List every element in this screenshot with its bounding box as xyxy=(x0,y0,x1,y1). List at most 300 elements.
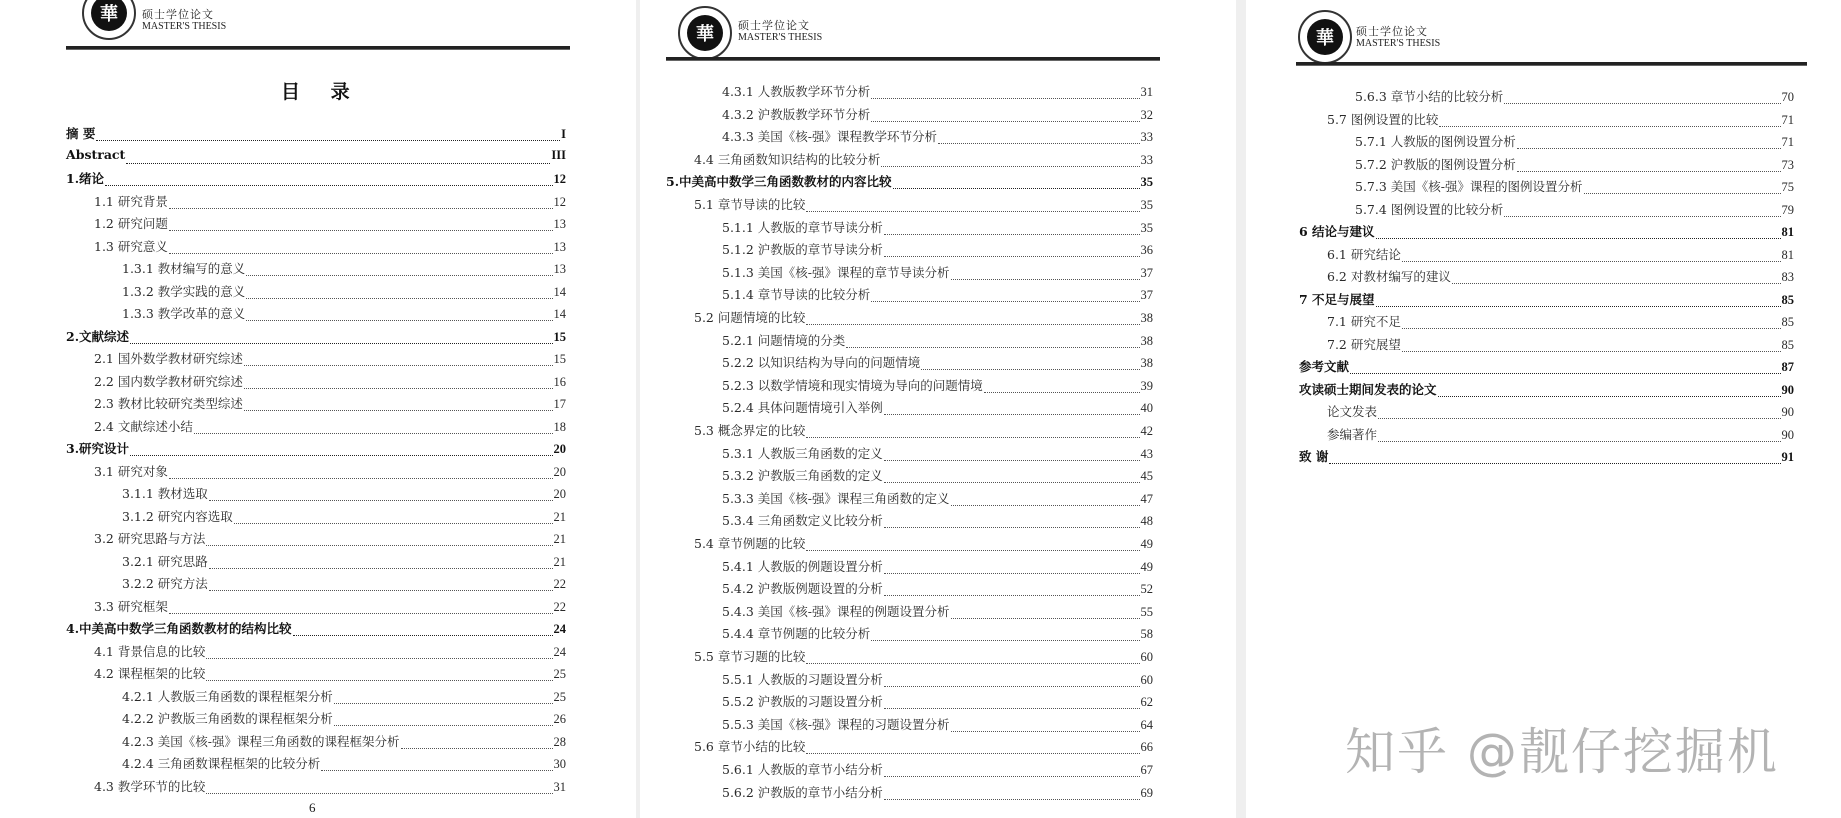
toc-entry[interactable] xyxy=(66,304,566,326)
toc-entry-page: 25 xyxy=(553,689,566,704)
toc-entry-label: 3.1 研究对象 xyxy=(94,463,168,479)
dot-leader xyxy=(244,388,553,389)
dot-leader xyxy=(234,523,553,524)
toc-entry-label: 4.2.1 人教版三角函数的课程框架分析 xyxy=(122,688,333,704)
toc-entry-label: 1.绪论 xyxy=(66,171,105,186)
toc-entry-label: 5.中美高中数学三角函数教材的内容比较 xyxy=(666,174,892,190)
dot-leader xyxy=(921,369,1139,370)
toc-entry-page: 85 xyxy=(1781,315,1794,329)
page-divider xyxy=(1236,0,1246,818)
toc-entry[interactable] xyxy=(1299,425,1794,447)
dot-leader xyxy=(1402,328,1781,329)
toc-entry-label: 5.3.1 人教版三角函数的定义 xyxy=(722,445,883,461)
dot-leader xyxy=(206,545,552,546)
toc-entry[interactable] xyxy=(66,732,566,754)
toc-entry-page: 13 xyxy=(553,217,566,231)
toc-entry[interactable] xyxy=(666,715,1153,737)
toc-entry[interactable] xyxy=(666,331,1153,353)
toc-entry[interactable] xyxy=(666,489,1153,511)
toc-entry-label: 5.4.3 美国《核-强》课程的例题设置分析 xyxy=(722,603,950,619)
toc-entry-page: 87 xyxy=(1781,360,1794,374)
toc-entry-label: 5.4 章节例题的比较 xyxy=(694,536,806,551)
dot-leader xyxy=(209,590,553,591)
toc-entry-page: 33 xyxy=(1140,130,1153,145)
toc-entry-page: 21 xyxy=(553,532,566,546)
toc-entry-page: 43 xyxy=(1140,446,1153,461)
toc-entry-page: 31 xyxy=(1140,85,1153,99)
toc-entry-label: 5.4.1 人教版的例题设置分析 xyxy=(722,558,883,574)
document-page-3 xyxy=(1246,0,1841,818)
toc-entry[interactable] xyxy=(66,664,566,686)
dot-leader xyxy=(871,301,1139,302)
toc-entry[interactable] xyxy=(666,398,1153,420)
toc-entry-label: 2.2 国内数学教材研究综述 xyxy=(94,373,243,389)
toc-entry[interactable] xyxy=(666,195,1153,217)
dot-leader xyxy=(1402,351,1781,352)
toc-entry-page: 58 xyxy=(1140,627,1153,642)
dot-leader xyxy=(871,98,1139,99)
toc-entry[interactable] xyxy=(66,169,566,191)
dot-leader xyxy=(871,640,1139,641)
dot-leader xyxy=(169,613,553,614)
dot-leader xyxy=(1376,238,1781,239)
toc-entry-label: 2.4 文献综述小结 xyxy=(94,418,193,434)
dot-leader xyxy=(334,703,553,704)
toc-entry[interactable] xyxy=(666,172,1153,194)
toc-entry[interactable] xyxy=(666,602,1153,624)
toc-entry-label: 5.1.4 章节导读的比较分析 xyxy=(722,287,871,303)
dot-leader xyxy=(246,275,552,276)
toc-entry-label: 3.研究设计 xyxy=(66,441,130,456)
toc-entry-page: 36 xyxy=(1140,243,1153,258)
toc-entry-page: 21 xyxy=(553,509,566,524)
toc-entry[interactable] xyxy=(1299,245,1794,267)
toc-entry[interactable] xyxy=(66,619,566,641)
toc-entry[interactable] xyxy=(66,777,566,799)
toc-entry-label: 攻读硕士期间发表的论文 xyxy=(1299,381,1437,397)
toc-entry[interactable] xyxy=(66,709,566,731)
toc-entry-label: 3.1.2 研究内容选取 xyxy=(122,508,233,524)
toc-entry-label: 2.3 教材比较研究类型综述 xyxy=(94,396,243,411)
toc-entry-page: 20 xyxy=(553,487,566,501)
toc-entry-label: 1.2 研究问题 xyxy=(94,216,168,231)
logo-glyph: 華 xyxy=(91,0,127,31)
toc-entry[interactable] xyxy=(666,218,1153,240)
toc-entry-label: 5.2.3 以数学情境和现实情境为导向的问题情境 xyxy=(722,377,983,393)
toc-entry[interactable] xyxy=(66,462,566,484)
toc-entry[interactable] xyxy=(66,282,566,304)
dot-leader xyxy=(1378,441,1780,442)
dot-leader xyxy=(846,347,1139,348)
dot-leader xyxy=(884,460,1140,461)
toc-entry-label: 5.4.2 沪教版例题设置的分析 xyxy=(722,581,883,597)
toc-entry-page: 24 xyxy=(553,644,566,659)
dot-leader xyxy=(806,211,1139,212)
toc-entry-page: 79 xyxy=(1781,202,1794,217)
toc-entry[interactable] xyxy=(1299,290,1794,312)
toc-entry[interactable] xyxy=(66,529,566,551)
toc-entry[interactable] xyxy=(66,484,566,506)
toc-entry-page: 90 xyxy=(1781,405,1794,419)
toc-entry-page: 16 xyxy=(553,374,566,389)
toc-entry-label: 4.3.3 美国《核-强》课程教学环节分析 xyxy=(722,129,938,145)
toc-entry[interactable] xyxy=(666,421,1153,443)
toc-entry-label: 5.7.4 图例设置的比较分析 xyxy=(1355,201,1504,217)
toc-entry-page: 75 xyxy=(1781,180,1794,194)
toc-entry-label: 7.1 研究不足 xyxy=(1327,314,1401,329)
dot-leader xyxy=(246,298,552,299)
toc-entry-label: 5.2 问题情境的比较 xyxy=(694,310,806,325)
toc-entry[interactable] xyxy=(66,439,566,461)
toc-entry-label: 2.1 国外数学教材研究综述 xyxy=(94,351,243,366)
toc-entry[interactable] xyxy=(66,349,566,371)
toc-entry-page: 67 xyxy=(1140,763,1153,777)
toc-entry-label: 1.3 研究意义 xyxy=(94,238,168,254)
toc-entry-page: 13 xyxy=(553,239,566,254)
dot-leader xyxy=(1439,126,1780,127)
toc-entry-label: 4.3 教学环节的比较 xyxy=(94,778,206,794)
dot-leader xyxy=(293,635,553,636)
toc-entry-page: 83 xyxy=(1781,270,1794,284)
dot-leader xyxy=(884,573,1140,574)
dot-leader xyxy=(401,748,553,749)
toc-entry[interactable] xyxy=(1299,87,1794,109)
toc-entry[interactable] xyxy=(666,783,1153,805)
toc-entry-label: 1.1 研究背景 xyxy=(94,193,168,209)
dot-leader xyxy=(1438,396,1781,397)
toc-entry[interactable] xyxy=(666,534,1153,556)
toc-entry[interactable] xyxy=(66,259,566,281)
toc-entry-page: 48 xyxy=(1140,514,1153,529)
header-title-cn: 硕士学位论文 xyxy=(738,19,810,32)
toc-entry-page: 64 xyxy=(1140,717,1153,732)
toc-entry-page: 26 xyxy=(553,712,566,726)
dot-leader xyxy=(884,256,1140,257)
toc-entry[interactable] xyxy=(666,557,1153,579)
dot-leader xyxy=(169,230,553,231)
toc-entry[interactable] xyxy=(66,124,566,146)
toc-entry-label: 6.1 研究结论 xyxy=(1327,246,1401,262)
toc-entry[interactable] xyxy=(1299,177,1794,199)
toc-entry[interactable] xyxy=(1299,200,1794,222)
toc-entry-label: 5.3.4 三角函数定义比较分析 xyxy=(722,513,883,529)
university-logo-icon xyxy=(1298,10,1352,64)
dot-leader xyxy=(951,618,1140,619)
toc-entry-label: 4.2 课程框架的比较 xyxy=(94,666,206,681)
toc-entry-label: 5.2.2 以知识结构为导向的问题情境 xyxy=(722,355,921,371)
toc-entry[interactable] xyxy=(1299,335,1794,357)
toc-entry[interactable] xyxy=(66,327,566,349)
dot-leader xyxy=(871,121,1139,122)
toc-entry[interactable] xyxy=(1299,402,1794,424)
toc-entry-label: 1.3.2 教学实践的意义 xyxy=(122,283,246,299)
toc-entry-page: 62 xyxy=(1140,695,1153,710)
toc-entry[interactable] xyxy=(666,240,1153,262)
toc-entry-page: III xyxy=(551,147,566,162)
toc-entry[interactable] xyxy=(666,105,1153,127)
dot-leader xyxy=(1452,283,1781,284)
toc-entry-label: 3.3 研究框架 xyxy=(94,598,168,614)
dot-leader xyxy=(884,234,1140,235)
toc-entry-label: 5.6.2 沪教版的章节小结分析 xyxy=(722,784,883,800)
toc-entry[interactable] xyxy=(666,285,1153,307)
toc-entry-page: 32 xyxy=(1140,107,1153,122)
dot-leader xyxy=(244,410,553,411)
toc-entry-page: 73 xyxy=(1781,157,1794,172)
toc-entry-label: 5.2.1 问题情境的分类 xyxy=(722,332,846,348)
toc-entry-label: 5.1.1 人教版的章节导读分析 xyxy=(722,219,883,235)
toc-entry[interactable] xyxy=(66,597,566,619)
dot-leader xyxy=(1402,261,1781,262)
toc-entry-label: 论文发表 xyxy=(1327,404,1378,419)
toc-entry[interactable] xyxy=(66,754,566,776)
dot-leader xyxy=(951,731,1140,732)
toc-entry-label: 3.1.1 教材选取 xyxy=(122,486,208,501)
toc-entry-page: 38 xyxy=(1140,333,1153,348)
toc-entry-label: 3.2.2 研究方法 xyxy=(122,576,208,591)
logo-glyph: 華 xyxy=(1307,19,1343,55)
dot-leader xyxy=(206,793,552,794)
toc-entry[interactable] xyxy=(666,737,1153,759)
toc-entry[interactable] xyxy=(66,192,566,214)
toc-entry[interactable] xyxy=(66,394,566,416)
toc-entry-label: 5.3 概念界定的比较 xyxy=(694,423,806,438)
toc-entry-page: 69 xyxy=(1140,785,1153,800)
header-title-en: MASTER'S THESIS xyxy=(738,32,823,43)
dot-leader xyxy=(806,550,1139,551)
toc-entry[interactable] xyxy=(666,444,1153,466)
toc-entry[interactable] xyxy=(1299,312,1794,334)
toc-entry-label: 5.7.1 人教版的图例设置分析 xyxy=(1355,134,1516,149)
toc-entry-page: I xyxy=(561,127,566,141)
toc-entry-page: 21 xyxy=(553,554,566,569)
toc-entry-label: 3.2.1 研究思路 xyxy=(122,553,208,569)
toc-entry-page: 13 xyxy=(553,262,566,276)
dot-leader xyxy=(194,433,553,434)
dot-leader xyxy=(951,279,1140,280)
toc-entry[interactable] xyxy=(66,507,566,529)
toc-entry-label: 7 不足与展望 xyxy=(1299,291,1375,307)
toc-entry-label: 4.中美高中数学三角函数教材的结构比较 xyxy=(66,621,292,636)
toc-entry[interactable] xyxy=(666,647,1153,669)
toc-entry[interactable] xyxy=(666,466,1153,488)
toc-entry[interactable] xyxy=(66,417,566,439)
toc-entry-page: 35 xyxy=(1140,175,1153,190)
toc-entry-page: 45 xyxy=(1140,469,1153,484)
toc-entry-page: 18 xyxy=(553,419,566,434)
toc-entry[interactable] xyxy=(1299,110,1794,132)
toc-entry-page: 31 xyxy=(553,779,566,794)
toc-entry[interactable] xyxy=(1299,380,1794,402)
dot-leader xyxy=(1517,148,1781,149)
toc-entry-page: 90 xyxy=(1781,427,1794,442)
toc-entry-label: 5.7 图例设置的比较 xyxy=(1327,111,1439,127)
toc-entry[interactable] xyxy=(666,263,1153,285)
toc-entry-page: 37 xyxy=(1140,288,1153,303)
toc-entry-page: 85 xyxy=(1781,337,1794,352)
toc-entry-page: 25 xyxy=(553,667,566,681)
toc-entry-page: 22 xyxy=(553,577,566,591)
toc-entry-label: 1.3.1 教材编写的意义 xyxy=(122,261,246,276)
dot-leader xyxy=(130,343,552,344)
toc-entry-page: 55 xyxy=(1140,604,1153,619)
toc-title: 目 录 xyxy=(281,81,362,103)
toc-entry-page: 12 xyxy=(553,194,566,209)
dot-leader xyxy=(105,185,552,186)
toc-entry[interactable] xyxy=(666,82,1153,104)
toc-entry[interactable] xyxy=(66,552,566,574)
toc-entry-page: 17 xyxy=(553,397,566,411)
toc-entry[interactable] xyxy=(666,511,1153,533)
toc-entry-page: 14 xyxy=(553,307,566,321)
toc-entry-label: 5.2.4 具体问题情境引入举例 xyxy=(722,400,883,416)
dot-leader xyxy=(1517,171,1781,172)
toc-entry-page: 22 xyxy=(553,599,566,614)
university-logo-icon xyxy=(82,0,136,40)
toc-entry-page: 35 xyxy=(1140,198,1153,212)
toc-entry-label: Abstract xyxy=(66,146,126,162)
toc-entry-page: 85 xyxy=(1781,292,1794,307)
header-title-en: MASTER'S THESIS xyxy=(142,21,227,32)
toc-entry-label: 5.5.3 美国《核-强》课程的习题设置分析 xyxy=(722,716,950,732)
toc-entry-label: 4.3.2 沪教版教学环节分析 xyxy=(722,106,871,122)
dot-leader xyxy=(1504,103,1780,104)
dot-leader xyxy=(884,799,1140,800)
toc-entry-page: 38 xyxy=(1140,311,1153,325)
toc-entry-page: 20 xyxy=(553,442,566,456)
toc-entry-label: 致 谢 xyxy=(1299,449,1329,464)
toc-entry[interactable] xyxy=(666,308,1153,330)
dot-leader xyxy=(884,776,1140,777)
dot-leader xyxy=(206,680,552,681)
toc-entry[interactable] xyxy=(1299,155,1794,177)
toc-entry[interactable] xyxy=(1299,447,1794,469)
header-title-en: MASTER'S THESIS xyxy=(1356,38,1441,49)
dot-leader xyxy=(321,770,552,771)
toc-entry-page: 42 xyxy=(1140,424,1153,438)
toc-entry-page: 39 xyxy=(1140,378,1153,393)
toc-entry[interactable] xyxy=(66,237,566,259)
toc-entry[interactable] xyxy=(1299,222,1794,244)
toc-entry[interactable] xyxy=(66,372,566,394)
dot-leader xyxy=(884,527,1140,528)
toc-entry[interactable] xyxy=(66,642,566,664)
toc-entry-label: 6.2 对教材编写的建议 xyxy=(1327,269,1451,284)
toc-entry[interactable] xyxy=(666,127,1153,149)
dot-leader xyxy=(806,663,1139,664)
toc-entry-page: 52 xyxy=(1140,582,1153,597)
toc-entry-page: 24 xyxy=(553,622,566,636)
dot-leader xyxy=(1376,306,1781,307)
toc-entry-page: 30 xyxy=(553,757,566,771)
dot-leader xyxy=(1378,418,1780,419)
toc-entry-label: 5.3.3 美国《核-强》课程三角函数的定义 xyxy=(722,490,950,506)
toc-entry[interactable] xyxy=(666,760,1153,782)
toc-entry-page: 40 xyxy=(1140,401,1153,416)
toc-entry-page: 38 xyxy=(1140,356,1153,371)
toc-entry-page: 33 xyxy=(1140,152,1153,167)
toc-entry-page: 91 xyxy=(1781,450,1794,464)
toc-entry[interactable] xyxy=(66,147,566,169)
toc-entry-page: 71 xyxy=(1781,135,1794,149)
dot-leader xyxy=(884,482,1140,483)
toc-entry[interactable] xyxy=(66,214,566,236)
dot-leader xyxy=(881,166,1139,167)
toc-entry[interactable] xyxy=(666,376,1153,398)
toc-entry-label: 4.1 背景信息的比较 xyxy=(94,643,206,659)
toc-entry-label: 5.3.2 沪教版三角函数的定义 xyxy=(722,468,883,484)
toc-entry-label: 1.3.3 教学改革的意义 xyxy=(122,306,246,321)
toc-entry-label: 4.2.2 沪教版三角函数的课程框架分析 xyxy=(122,711,333,726)
toc-entry[interactable] xyxy=(66,687,566,709)
dot-leader xyxy=(938,143,1139,144)
toc-entry-label: 3.2 研究思路与方法 xyxy=(94,531,206,546)
toc-entry-label: 2.文献综述 xyxy=(66,328,130,344)
toc-entry-page: 70 xyxy=(1781,90,1794,104)
toc-entry-page: 15 xyxy=(553,352,566,366)
toc-entry-label: 4.2.4 三角函数课程框架的比较分析 xyxy=(122,756,321,771)
toc-entry[interactable] xyxy=(1299,357,1794,379)
toc-entry-label: 参考文献 xyxy=(1299,359,1350,374)
toc-entry-page: 81 xyxy=(1781,247,1794,262)
toc-entry-label: 4.3.1 人教版教学环节分析 xyxy=(722,84,871,99)
toc-entry-label: 5.4.4 章节例题的比较分析 xyxy=(722,626,871,642)
toc-entry-label: 5.1 章节导读的比较 xyxy=(694,197,806,212)
dot-leader xyxy=(206,658,552,659)
toc-entry-page: 66 xyxy=(1140,740,1153,755)
dot-leader xyxy=(244,365,553,366)
toc-entry-page: 60 xyxy=(1140,650,1153,664)
toc-entry[interactable] xyxy=(66,574,566,596)
dot-leader xyxy=(334,725,553,726)
toc-entry-page: 14 xyxy=(553,284,566,299)
dot-leader xyxy=(1504,216,1780,217)
header-title-cn: 硕士学位论文 xyxy=(142,8,214,21)
toc-entry[interactable] xyxy=(666,670,1153,692)
toc-entry[interactable] xyxy=(1299,132,1794,154)
header-title-cn: 硕士学位论文 xyxy=(1356,25,1428,38)
dot-leader xyxy=(209,500,553,501)
logo-glyph: 華 xyxy=(687,15,723,51)
toc-entry[interactable] xyxy=(1299,267,1794,289)
toc-entry-page: 60 xyxy=(1140,672,1153,687)
dot-leader xyxy=(209,568,553,569)
header-rule xyxy=(66,46,570,50)
toc-entry[interactable] xyxy=(666,624,1153,646)
toc-entry-page: 15 xyxy=(553,329,566,344)
dot-leader xyxy=(126,163,550,164)
toc-entry-page: 28 xyxy=(553,734,566,749)
dot-leader xyxy=(884,595,1140,596)
toc-entry-page: 90 xyxy=(1781,382,1794,397)
toc-entry-label: 5.5.2 沪教版的习题设置分析 xyxy=(722,694,883,710)
dot-leader xyxy=(130,455,552,456)
toc-entry[interactable] xyxy=(666,579,1153,601)
dot-leader xyxy=(1584,193,1781,194)
header-rule xyxy=(666,57,1160,61)
toc-entry-label: 5.1.3 美国《核-强》课程的章节导读分析 xyxy=(722,264,950,280)
toc-entry[interactable] xyxy=(666,150,1153,172)
toc-entry-label: 5.7.3 美国《核-强》课程的图例设置分析 xyxy=(1355,179,1583,194)
dot-leader xyxy=(893,188,1140,189)
toc-entry-label: 4.2.3 美国《核-强》课程三角函数的课程框架分析 xyxy=(122,733,400,749)
dot-leader xyxy=(806,753,1139,754)
toc-entry[interactable] xyxy=(666,692,1153,714)
dot-leader xyxy=(1329,463,1780,464)
toc-entry[interactable] xyxy=(666,353,1153,375)
dot-leader xyxy=(169,208,553,209)
document-page-2 xyxy=(640,0,1236,818)
